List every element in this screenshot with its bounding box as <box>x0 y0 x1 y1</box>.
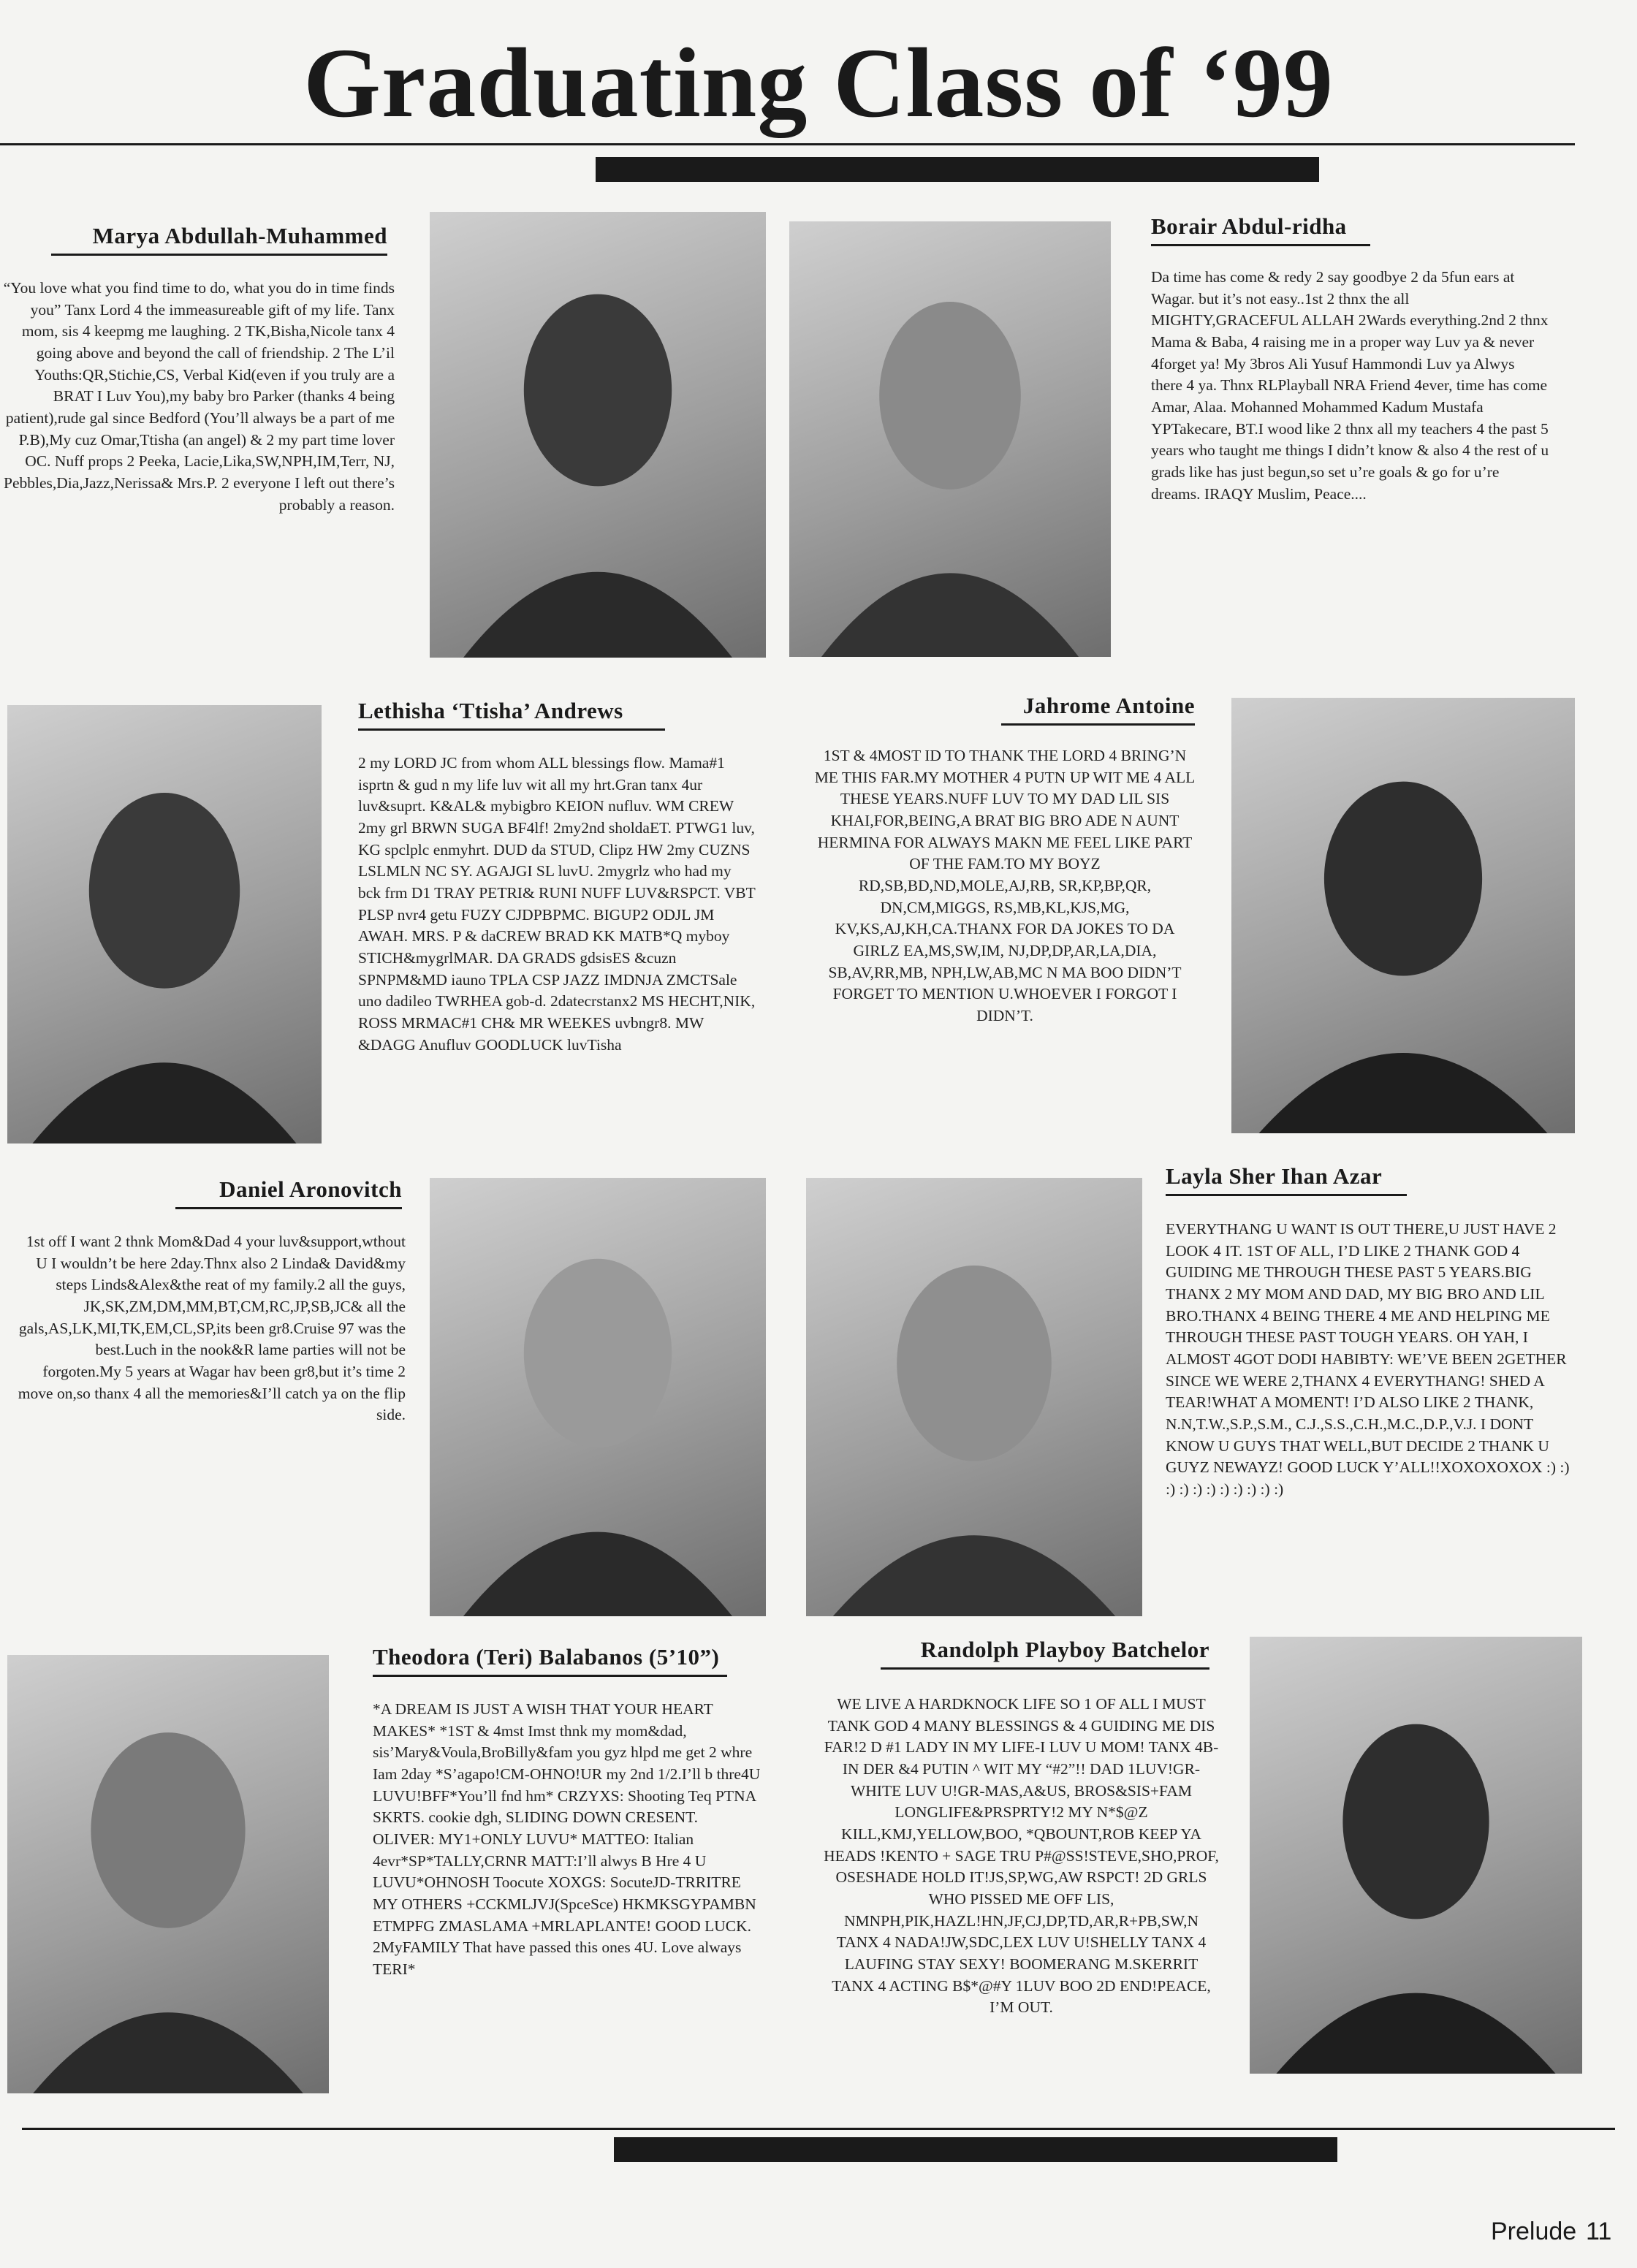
student-photo <box>7 705 322 1143</box>
bottom-bar <box>614 2137 1337 2162</box>
page-title: Graduating Class of ‘99 <box>303 28 1334 138</box>
portrait-silhouette-icon <box>806 1178 1142 1616</box>
student-name: Layla Sher Ihan Azar <box>1166 1163 1407 1196</box>
student-name: Borair Abdul-ridha <box>1151 213 1370 246</box>
student-name: Lethisha ‘Ttisha’ Andrews <box>358 698 665 731</box>
student-bio: 1ST & 4MOST ID TO THANK THE LORD 4 BRING’N ME THIS FAR.MY MOTHER 4 PUTN UP WIT ME 4 ALL THESE YEARS.NUFF LUV TO MY DAD LIL SIS KHAI,FOR,BEING,A BRAT BIG BRO ADE N AUNT HERMINA FOR ALWAYS MAKN ME FEEL LIKE PART OF THE FAM.TO MY BOYZ RD,SB,BD,ND,MOLE,AJ,RB, SR,KP,BP,QR, DN,CM,MIGGS, RS,MB,KL,KJS,MG, KV,KS,AJ,KH,CA.THANX FOR DA JOKES TO DA GIRLZ EA,MS,SW,IM, NJ,DP,DP,AR,LA,DIA, SB,AV,RR,MB, NPH,LW,AB,MC N MA BOO DIDN’T FORGET TO MENTION U.WHOEVER I FORGOT I DIDN’T. <box>814 747 1196 1024</box>
student-photo <box>1250 1637 1582 2074</box>
student-bio: 1st off I want 2 thnk Mom&Dad 4 your luv&support,wthout U I wouldn’t be here 2day.Thnx also 2 Linda& David&my steps Linds&Alex&the reat of my family.2 all the guys, JK,SK,ZM,DM,MM,BT,CM,RC,JP,SB,JC& all the gals,AS,LK,MI,TK,EM,CL,SP,its been gr8.Cruise 97 was the best.Luch in the nook&R lame parties will not be forgoten.My 5 years at Wagar hav been gr8,but it’s time 2 move on,so thanx 4 all the memories&I’ll catch ya on the flip side. <box>18 1233 406 1424</box>
student-photo <box>430 1178 766 1616</box>
bottom-rule <box>22 2128 1615 2130</box>
student-name: Randolph Playboy Batchelor <box>881 1637 1209 1670</box>
portrait-silhouette-icon <box>430 1178 766 1616</box>
student-name: Jahrome Antoine <box>1001 693 1195 726</box>
student-bio: Da time has come & redy 2 say goodbye 2 da 5fun ears at Wagar. but it’s not easy..1st 2 thnx the all MIGHTY,GRACEFUL ALLAH 2Wards everything.2nd 2 thnx Mama & Baba, 4 raising me in a proper way Luv ya & never 4forget ya! My 3bros Ali Yusuf Hammondi Luv ya Alwys there 4 ya. Thnx RLPlayball NRA Friend 4ever, time has come Amar, Alaa. Mohanned Mohammed Kadum Mustafa YPTakecare, BT.I wood like 2 thnx all my teachers 4 the past 5 years who taught me things I didn’t know & also 4 the rest of u grads like has just begun,so set u’re goals & go for u’re dreams. IRAQY Muslim, Peace.... <box>1151 268 1549 503</box>
student-photo <box>1231 698 1575 1133</box>
title-rule <box>0 143 1575 145</box>
student-photo <box>430 212 766 658</box>
student-bio: “You love what you find time to do, what you do in time finds you” Tanx Lord 4 the immeasureable gift of my life. Tanx mom, sis 4 keepmg me laughing. 2 TK,Bisha,Nicole tanx 4 going above and beyond the call of friendship. 2 The L’il Youths:QR,Stichie,CS, Verbal Kid(even if you truly are a BRAT I Luv You),my baby bro Parker (thanks 4 being patient),rude gal since Bedford (You’ll always be a part of me P.B),My cuz Omar,Ttisha (an angel) & 2 my part time lover OC. Nuff props 2 Peeka, Lacie,Lika,SW,NPH,IM,Terr, NJ, Pebbles,Dia,Jazz,Nerissa& Mrs.P. 2 everyone I left out there’s probably a reason. <box>3 279 395 514</box>
portrait-silhouette-icon <box>430 212 766 658</box>
portrait-silhouette-icon <box>789 221 1111 657</box>
student-photo <box>7 1655 329 2093</box>
student-bio: *A DREAM IS JUST A WISH THAT YOUR HEART MAKES* *1ST & 4mst Imst thnk my mom&dad, sis’Mary&Voula,BroBilly&fam you gyz hlpd me get 2 whre Iam 2day *S’agapo!CM-OHNO!UR my 2nd 1/2.I’ll b thre4U LUVU!BFF*You’ll fnd hm* CRZYXS: Shooting Teq PTNA SKRTS. cookie dgh, SLIDING DOWN CRESENT. OLIVER: MY1+ONLY LUVU* MATTEO: Italian 4evr*SP*TALLY,CRNR MATT:I’ll alwys B Hre 4 U LUVU*OHNOSH Toocute XOXGS: SocuteJD-TRRITRE MY OTHERS +CCKMLJVJ(SpceSce) HKMKSGYPAMBN ETMPFG ZMASLAMA +MRLAPLANTE! GOOD LUCK. 2MyFAMILY That have passed this ones 4U. Love always TERI* <box>373 1700 761 1978</box>
footer-section: Prelude <box>1491 2218 1577 2245</box>
student-photo <box>806 1178 1142 1616</box>
portrait-silhouette-icon <box>1250 1637 1582 2074</box>
student-name: Daniel Aronovitch <box>175 1176 402 1209</box>
student-bio: EVERYTHANG U WANT IS OUT THERE,U JUST HAVE 2 LOOK 4 IT. 1ST OF ALL, I’D LIKE 2 THANK GOD 4 GUIDING ME THROUGH THESE PAST 5 YEARS.BIG THANX 2 MY MOM AND DAD, MY BIG BRO AND LIL BRO.THANX 4 BEING THERE 4 ME AND HELPING ME THROUGH THESE PAST TOUGH YEARS. OH YAH, I ALMOST 4GOT DODI HABIBTY: WE’VE BEEN 2GETHER SINCE WE WERE 2,THANX 4 EVERYTHANG! SHED A TEAR!WHAT A MOMENT! I’D ALSO LIKE 2 THANK, N.N,T.W.,S.P.,S.M., C.J.,S.S.,C.H.,M.C.,D.P.,V.J. I DONT KNOW U GUYS THAT WELL,BUT DECIDE 2 THANK U GUYZ NEWAYZ! GOOD LUCK Y’ALL!!XOXOXOXOX :) :) :) :) :) :) :) :) :) :) :) <box>1166 1220 1570 1498</box>
student-name: Marya Abdullah-Muhammed <box>51 223 387 256</box>
title-bar <box>596 157 1319 182</box>
student-photo <box>789 221 1111 657</box>
student-bio: WE LIVE A HARDKNOCK LIFE SO 1 OF ALL I MUST TANK GOD 4 MANY BLESSINGS & 4 GUIDING ME DIS FAR!2 D #1 LADY IN MY LIFE-I LUV U MOM! TANX 4B-IN DER &4 PUTIN ^ WIT MY “#2”!! DAD 1LUV!GR-WHITE LUV U!GR-MAS,A&US, BROS&SIS+FAM LONGLIFE&PRSPRTY!2 MY N*$@Z KILL,KMJ,YELLOW,BOO, *QBOUNT,ROB KEEP YA HEADS !KENTO + SAGE TRU P#@SS!STEVE,SHO,PROF, OSESHADE HOLD IT!JS,SP,WG,AW RSPCT! 2D GRLS WHO PISSED ME OFF LIS, NMNPH,PIK,HAZL!HN,JF,CJ,DP,TD,AR,R+PB,SW,N TANX 4 NADA!JW,SDC,LEX LUV U!SHELLY TANX 4 LAUFING STAY SEXY! BOOMERANG M.SKERRIT TANX 4 ACTING B$*@#Y 1LUV BOO 2D END!PEACE, I’M OUT. <box>824 1695 1219 2017</box>
footer-page-number: 11 <box>1586 2218 1612 2245</box>
portrait-silhouette-icon <box>7 705 322 1143</box>
student-name: Theodora (Teri) Balabanos (5’10”) <box>373 1644 727 1677</box>
portrait-silhouette-icon <box>1231 698 1575 1133</box>
portrait-silhouette-icon <box>7 1655 329 2093</box>
student-bio: 2 my LORD JC from whom ALL blessings flow. Mama#1 isprtn & gud n my life luv wit all my hrt.Gran tanx 4ur luv&suprt. K&AL& mybigbro KEION nufluv. WM CREW 2my grl BRWN SUGA BF4lf! 2my2nd sholdaET. PTWG1 luv, KG spclplc enmyhrt. DUD da STUD, Clipz HW 2my CUZNS LSLMLN NC SY. AGAJGI SL luvU. 2mygrlz who had my bck frm D1 TRAY PETRI& RUNI NUFF LUV&RSPCT. VBT PLSP nvr4 getu FUZY CJDPBPMC. BIGUP2 ODJL JM AWAH. MRS. P & daCREW BRAD KK MATB*Q myboy STICH&mygrlMAR. DA GRADS gdsisES &cuzn SPNPM&MD iauno TPLA CSP JAZZ IMDNJA ZMCTSale uno dadileo TWRHEA gob-d. 2datecrstanx2 MS HECHT,NIK, ROSS MRMAC#1 CH& MR WEEKES uvbngr8. MW &DAGG Anufluv GOODLUCK luvTisha <box>358 754 756 1054</box>
